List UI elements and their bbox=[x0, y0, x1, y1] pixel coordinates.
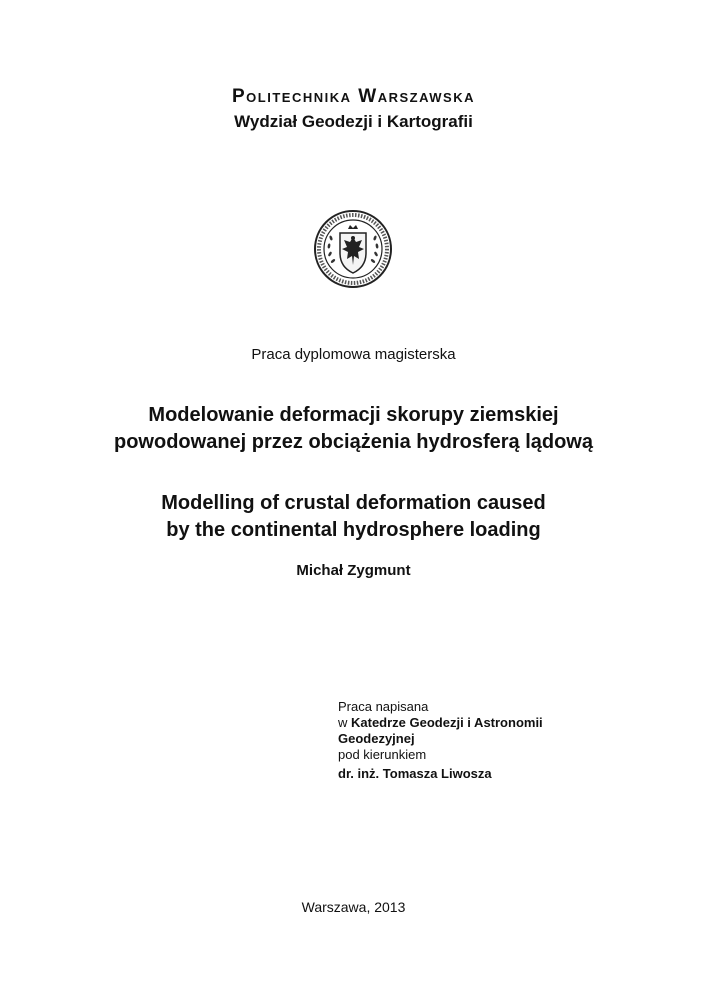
place-date: Warszawa, 2013 bbox=[301, 899, 406, 915]
faculty-name: Wydział Geodezji i Kartografii bbox=[234, 112, 473, 131]
university-seal-icon bbox=[313, 209, 393, 289]
department-name-line1: Katedrze Geodezji i Astronomii bbox=[351, 715, 543, 730]
seal-graphic bbox=[313, 209, 393, 289]
supervisor-name: dr. inż. Tomasza Liwosza bbox=[338, 766, 492, 781]
supervision-prefix: w bbox=[338, 715, 351, 730]
title-english bbox=[0, 490, 707, 544]
supervision-block bbox=[338, 699, 588, 782]
supervision-line4: pod kierunkiem bbox=[338, 747, 427, 762]
title-english-line1: Modelling of crustal deformation caused bbox=[161, 492, 546, 514]
title-english-line2: by the continental hydrosphere loading bbox=[166, 519, 541, 541]
title-polish bbox=[0, 402, 707, 456]
thesis-type: Praca dyplomowa magisterska bbox=[251, 346, 456, 363]
supervision-line1: Praca napisana bbox=[338, 699, 429, 714]
author-name: Michał Zygmunt bbox=[296, 562, 411, 579]
university-name: Politechnika Warszawska bbox=[232, 86, 475, 107]
title-polish-line2: powodowanej przez obciążenia hydrosferą lądową bbox=[114, 431, 593, 453]
title-polish-line1: Modelowanie deformacji skorupy ziemskiej bbox=[148, 404, 559, 426]
department-name-line2: Geodezyjnej bbox=[338, 731, 415, 746]
supervision-line2 bbox=[338, 715, 588, 731]
